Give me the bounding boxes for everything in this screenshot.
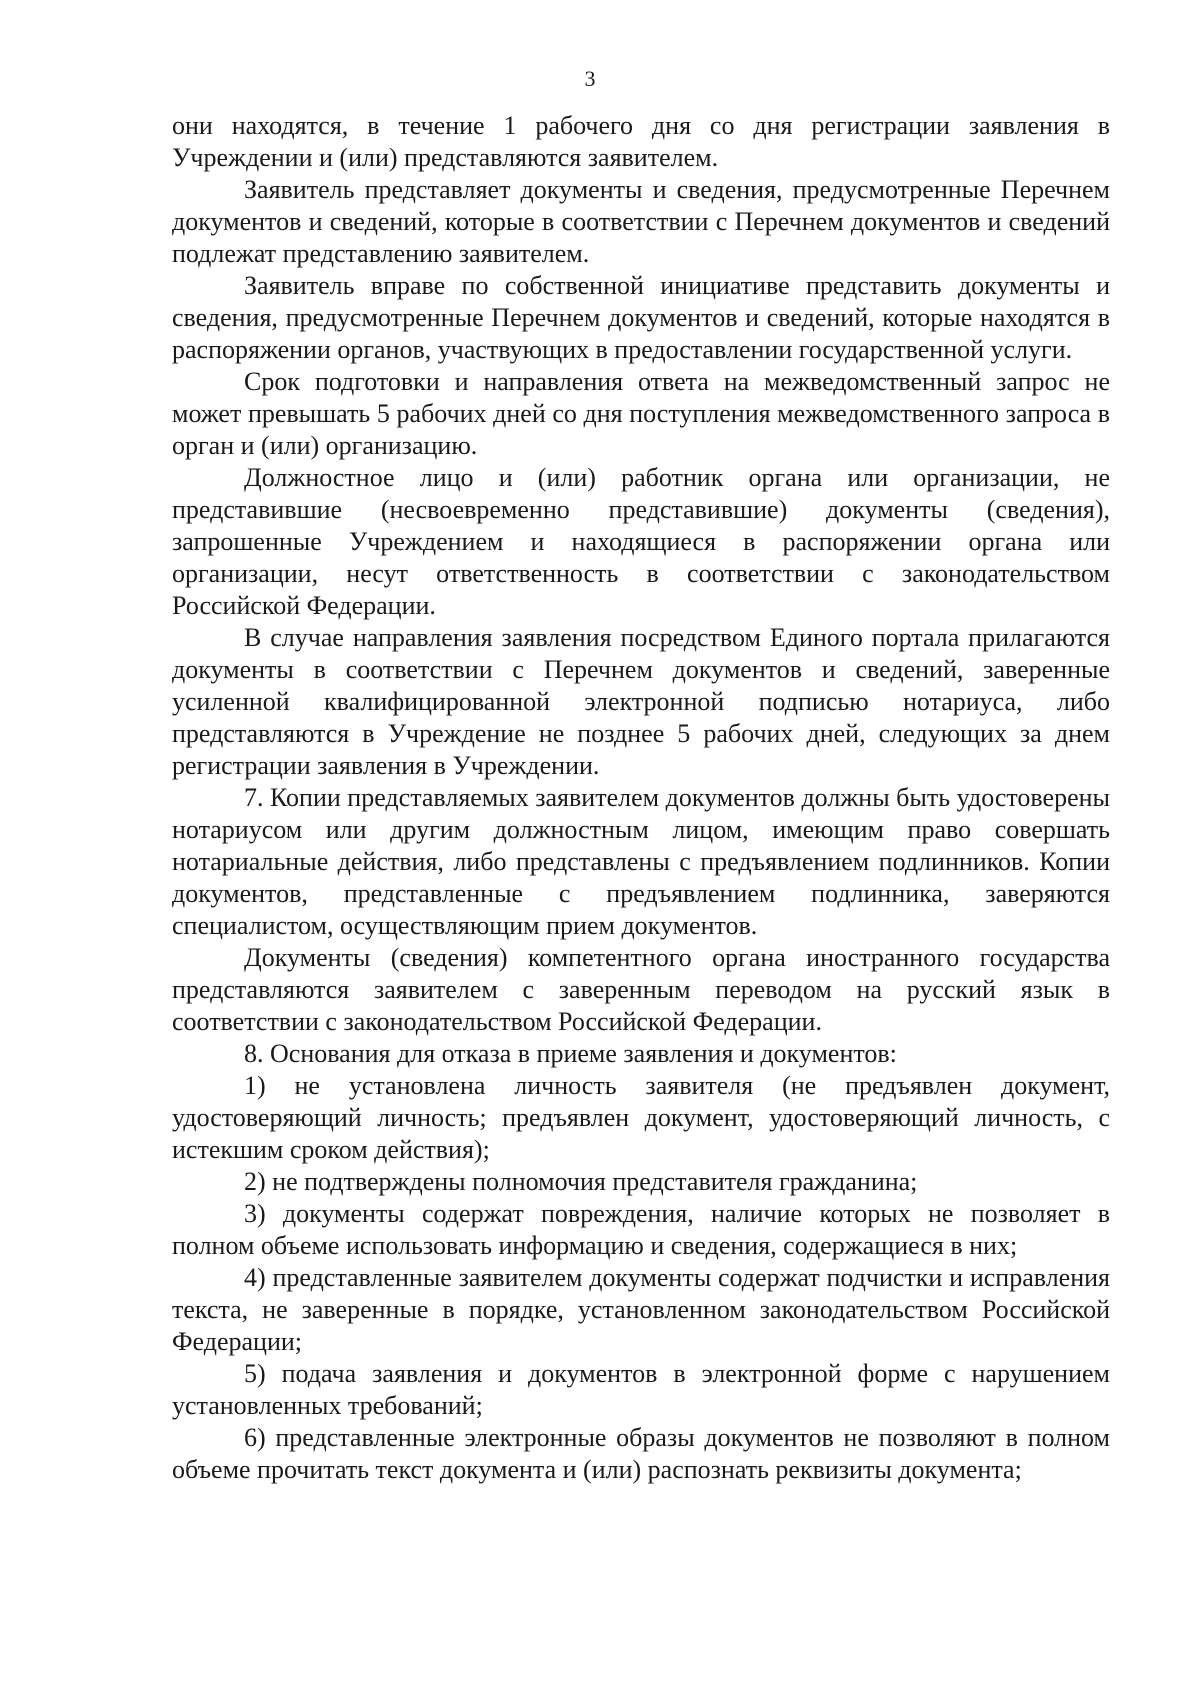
list-item-3: 3) документы содержат повреждения, наличие которых не позволяет в полном объеме использовать информацию и сведения, содержащиеся в них;	[172, 1199, 1110, 1260]
list-item-1: 1) не установлена личность заявителя (не предъявлен документ, удостоверяющий личность; предъявлен документ, удостоверяющий личность, с истекшим сроком действия);	[172, 1071, 1110, 1164]
paragraph: Заявитель вправе по собственной инициативе представить документы и сведения, предусмотренные Перечнем документов и сведений, которые находятся в распоряжении органов, участвующих в предоставлении государственной услуги.	[172, 271, 1110, 364]
list-item-4: 4) представленные заявителем документы содержат подчистки и исправления текста, не заверенные в порядке, установленном законодательством Российской Федерации;	[172, 1263, 1110, 1356]
list-item-2: 2) не подтверждены полномочия представителя гражданина;	[244, 1167, 918, 1196]
page-number: 3	[584, 66, 596, 91]
paragraph: Должностное лицо и (или) работник органа или организации, не представившие (несвоевременно представившие) документы (сведения), запрошенные Учреждением и находящиеся в распоряжении органа или организации, несут ответственность в соответствии с законодательством Российской Федерации.	[172, 463, 1110, 620]
list-item-6: 6) представленные электронные образы документов не позволяют в полном объеме прочитать текст документа и (или) распознать реквизиты документа;	[172, 1423, 1110, 1484]
paragraph-item-8: 8. Основания для отказа в приеме заявления и документов:	[244, 1039, 897, 1068]
paragraph: Срок подготовки и направления ответа на межведомственный запрос не может превышать 5 рабочих дней со дня поступления межведомственного запроса в орган и (или) организацию.	[172, 367, 1110, 460]
paragraph: Документы (сведения) компетентного органа иностранного государства представляются заявителем с заверенным переводом на русский язык в соответствии с законодательством Российской Федерации.	[172, 943, 1110, 1036]
paragraph: В случае направления заявления посредством Единого портала прилагаются документы в соответствии с Перечнем документов и сведений, заверенные усиленной квалифицированной электронной подписью нотариуса, либо представляются в Учреждение не позднее 5 рабочих дней, следующих за днем регистрации заявления в Учреждении.	[172, 623, 1110, 780]
paragraph-continuation: они находятся, в течение 1 рабочего дня со дня регистрации заявления в Учреждении и (или) представляются заявителем.	[172, 111, 1110, 172]
paragraph-item-7: 7. Копии представляемых заявителем документов должны быть удостоверены нотариусом или другим должностным лицом, имеющим право совершать нотариальные действия, либо представлены с предъявлением подлинников. Копии документов, представленные с предъявлением подлинника, заверяются специалистом, осуществляющим прием документов.	[172, 783, 1110, 940]
list-item-5: 5) подача заявления и документов в электронной форме с нарушением установленных требований;	[172, 1359, 1110, 1420]
paragraph: Заявитель представляет документы и сведения, предусмотренные Перечнем документов и сведений, которые в соответствии с Перечнем документов и сведений подлежат представлению заявителем.	[172, 175, 1110, 268]
document-body	[172, 110, 1110, 1486]
